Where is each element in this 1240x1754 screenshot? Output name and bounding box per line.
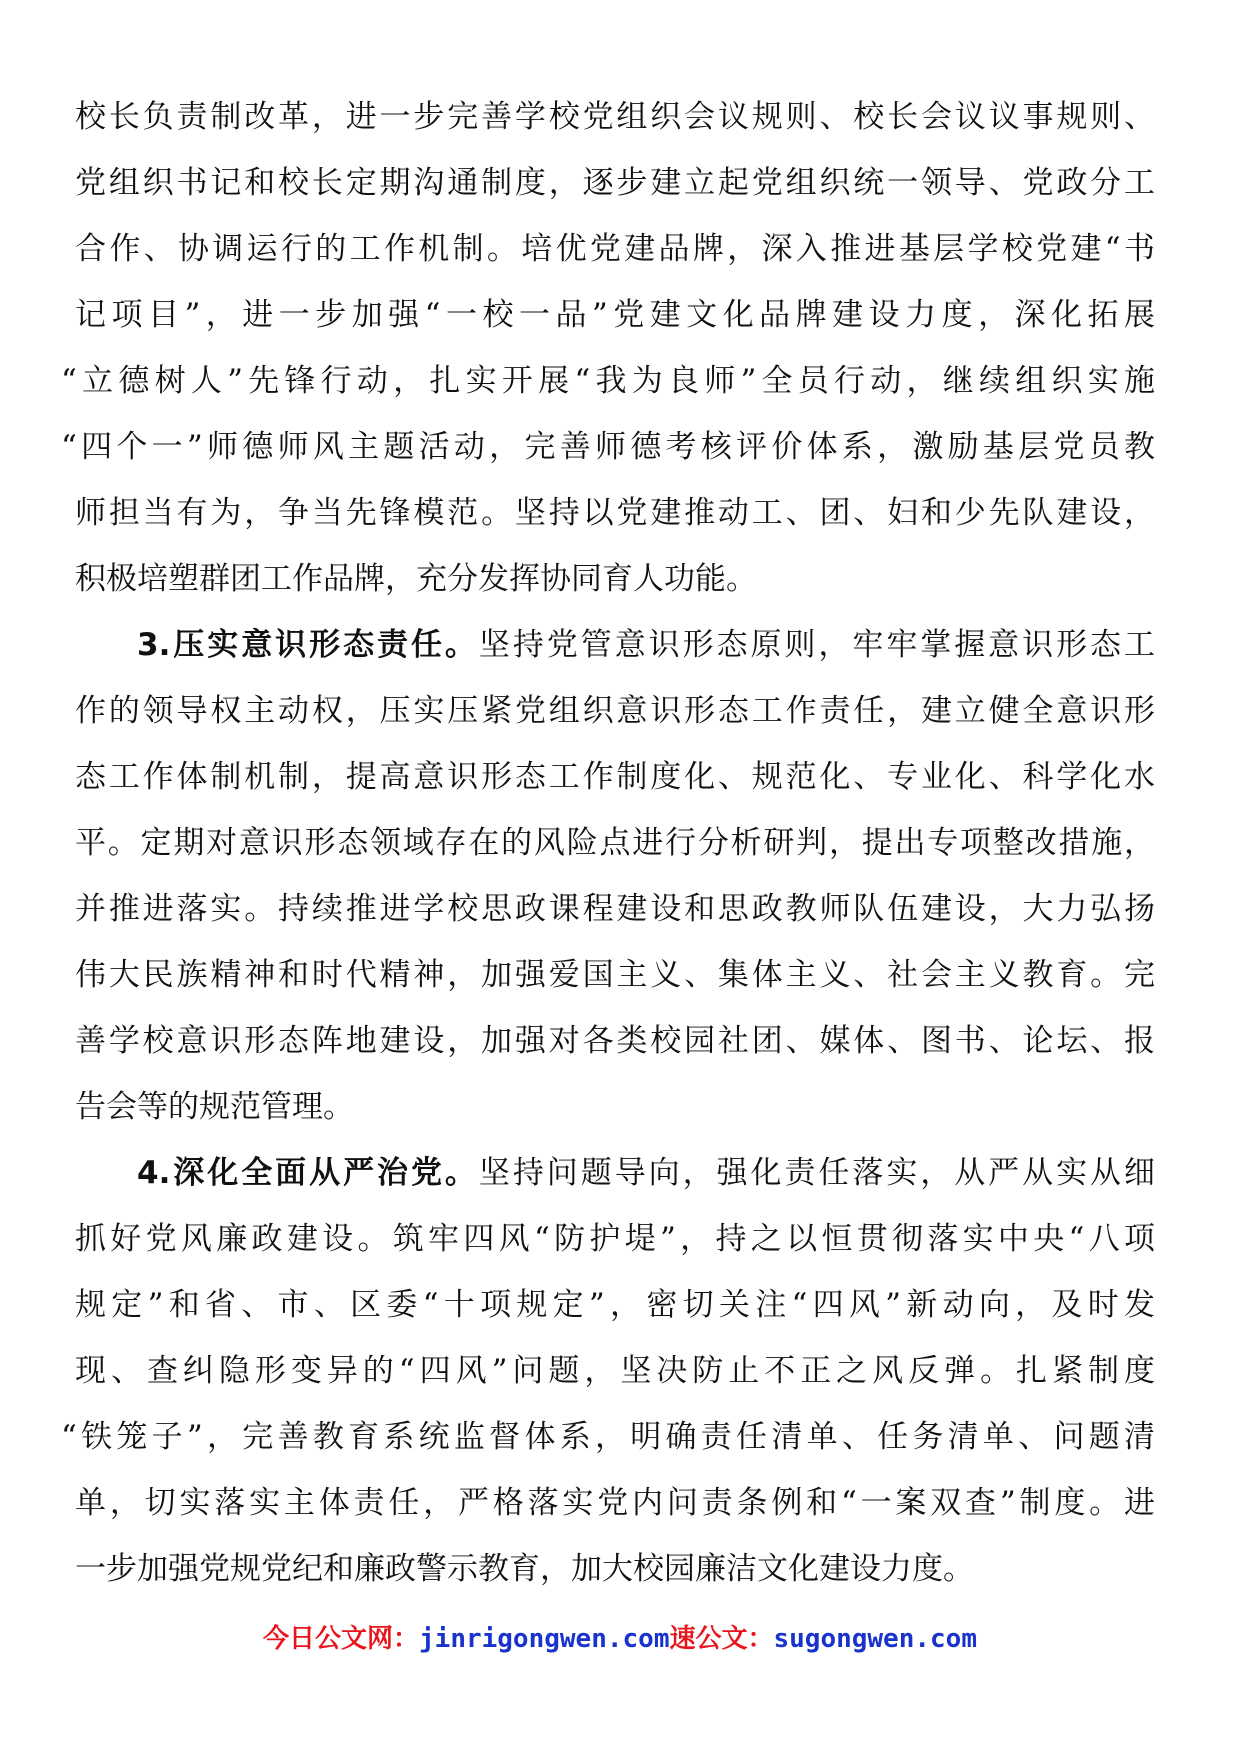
paragraph-line: 现、查纠隐形变异的“四风”问题，坚决防止不正之风反弹。扎紧制度 (75, 1353, 1155, 1389)
paragraph-line: 单，切实落实主体责任，严格落实党内问责条例和“一案双查”制度。进 (75, 1485, 1155, 1521)
section-4-heading: 4.深化全面从严治党。 (137, 1155, 479, 1191)
paragraph-line: 平。定期对意识形态领域存在的风险点进行分析研判，提出专项整改措施， (75, 825, 1155, 861)
paragraph-line: 作的领导权主动权，压实压紧党组织意识形态工作责任，建立健全意识形 (75, 693, 1155, 729)
section-3-first-line (75, 612, 1155, 678)
paragraph-line: “铁笼子”，完善教育系统监督体系，明确责任清单、任务清单、问题清 (61, 1419, 1155, 1455)
paragraph-line: 告会等的规范管理。 (75, 1089, 354, 1125)
paragraph-line: 规定”和省、市、区委“十项规定”，密切关注“四风”新动向，及时发 (75, 1287, 1155, 1323)
paragraph-line: 伟大民族精神和时代精神，加强爱国主义、集体主义、社会主义教育。完 (75, 957, 1155, 993)
footer-site1-url[interactable]: jinrigongwen.com (419, 1624, 670, 1654)
paragraph-line: 态工作体制机制，提高意识形态工作制度化、规范化、专业化、科学化水 (75, 759, 1155, 795)
paragraph-line: 党组织书记和校长定期沟通制度，逐步建立起党组织统一领导、党政分工 (75, 165, 1155, 201)
paragraph-line: 校长负责制改革，进一步完善学校党组织会议规则、校长会议议事规则、 (75, 99, 1155, 135)
paragraph-line: 一步加强党规党纪和廉政警示教育，加大校园廉洁文化建设力度。 (75, 1551, 974, 1587)
paragraph-line: 合作、协调运行的工作机制。培优党建品牌，深入推进基层学校党建“书 (75, 231, 1155, 267)
paragraph-line: 善学校意识形态阵地建设，加强对各类校园社团、媒体、图书、论坛、报 (75, 1023, 1155, 1059)
section-4-first-line (75, 1140, 1155, 1206)
section-4-first-line-text: 坚持问题导向，强化责任落实，从严从实从细 (478, 1155, 1155, 1191)
paragraph-line: 积极培塑群团工作品牌，充分发挥协同育人功能。 (75, 561, 757, 597)
footer-site2-name: 速公文： (669, 1624, 774, 1654)
paragraph-line: “立德树人”先锋行动，扎实开展“我为良师”全员行动，继续组织实施 (61, 363, 1155, 399)
section-3-first-line-text: 坚持党管意识形态原则，牢牢掌握意识形态工 (478, 627, 1155, 663)
footer-site1-name: 今日公文网： (263, 1624, 420, 1654)
footer-site2-url[interactable]: sugongwen.com (773, 1624, 977, 1654)
document-body (61, 84, 1155, 1602)
paragraph-line: 并推进落实。持续推进学校思政课程建设和思政教师队伍建设，大力弘扬 (75, 891, 1155, 927)
watermark-footer (0, 1618, 1240, 1655)
paragraph-line: 抓好党风廉政建设。筑牢四风“防护堤”，持之以恒贯彻落实中央“八项 (75, 1221, 1155, 1257)
paragraph-line: 记项目”，进一步加强“一校一品”党建文化品牌建设力度，深化拓展 (75, 297, 1155, 333)
section-3-heading: 3.压实意识形态责任。 (137, 627, 479, 663)
paragraph-line: 师担当有为，争当先锋模范。坚持以党建推动工、团、妇和少先队建设， (75, 495, 1155, 531)
paragraph-line: “四个一”师德师风主题活动，完善师德考核评价体系，激励基层党员教 (61, 429, 1155, 465)
